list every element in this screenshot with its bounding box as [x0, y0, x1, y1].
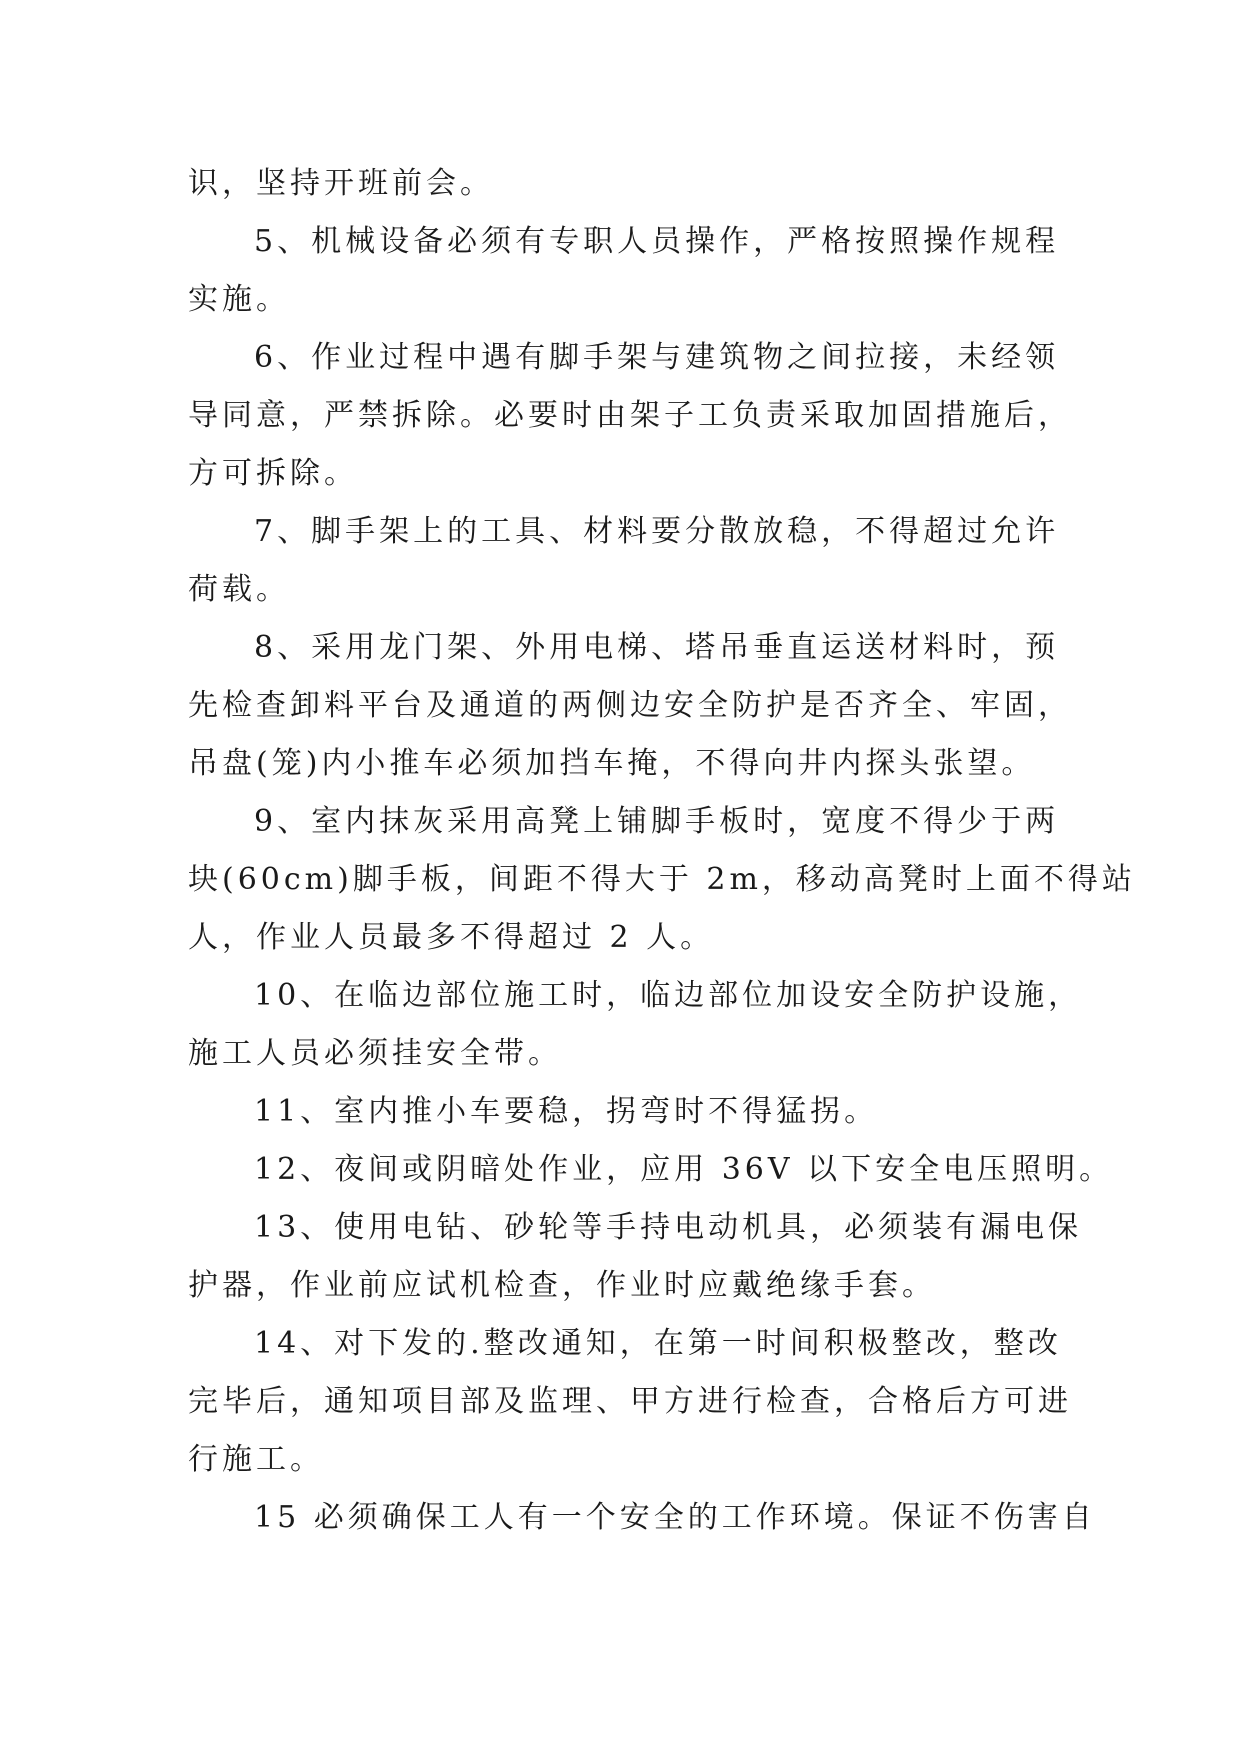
document-body: [188, 155, 1136, 1547]
text-line: 荷载。: [188, 572, 290, 607]
text-line: 6、作业过程中遇有脚手架与建筑物之间拉接，未经领: [254, 340, 1060, 375]
text-line: 导同意，严禁拆除。必要时由架子工负责采取加固措施后，: [188, 398, 1072, 433]
text-line: 13、使用电钻、砂轮等手持电动机具，必须装有漏电保: [254, 1210, 1083, 1245]
text-line: 吊盘(笼)内小推车必须加挡车掩，不得向井内探头张望。: [188, 746, 1036, 781]
text-line: 人，作业人员最多不得超过 2 人。: [188, 920, 715, 955]
text-line: 12、夜间或阴暗处作业，应用 36V 以下安全电压照明。: [254, 1152, 1114, 1187]
text-line: 识，坚持开班前会。: [188, 166, 494, 201]
text-line: 先检查卸料平台及通道的两侧边安全防护是否齐全、牢固，: [188, 688, 1072, 723]
text-line: 8、采用龙门架、外用电梯、塔吊垂直运送材料时，预: [254, 630, 1060, 665]
text-line: 护器，作业前应试机检查，作业时应戴绝缘手套。: [188, 1268, 936, 1303]
text-line: 14、对下发的.整改通知，在第一时间积极整改，整改: [254, 1326, 1062, 1361]
text-line: 实施。: [188, 282, 290, 317]
text-line: 15 必须确保工人有一个安全的工作环境。保证不伤害自: [254, 1500, 1096, 1535]
text-line: 施工人员必须挂安全带。: [188, 1036, 562, 1071]
text-line: 11、室内推小车要稳，拐弯时不得猛拐。: [254, 1094, 879, 1129]
text-line: 5、机械设备必须有专职人员操作，严格按照操作规程: [254, 224, 1060, 259]
text-line: 行施工。: [188, 1442, 324, 1477]
text-line: 方可拆除。: [188, 456, 358, 491]
text-line: 7、脚手架上的工具、材料要分散放稳，不得超过允许: [254, 514, 1060, 549]
text-line: 9、室内抹灰采用高凳上铺脚手板时，宽度不得少于两: [254, 804, 1060, 839]
text-line: 块(60cm)脚手板，间距不得大于 2m，移动高凳时上面不得站: [188, 862, 1136, 897]
text-line: 完毕后，通知项目部及监理、甲方进行检查，合格后方可进: [188, 1384, 1072, 1419]
text-line: 10、在临边部位施工时，临边部位加设安全防护设施，: [254, 978, 1083, 1013]
